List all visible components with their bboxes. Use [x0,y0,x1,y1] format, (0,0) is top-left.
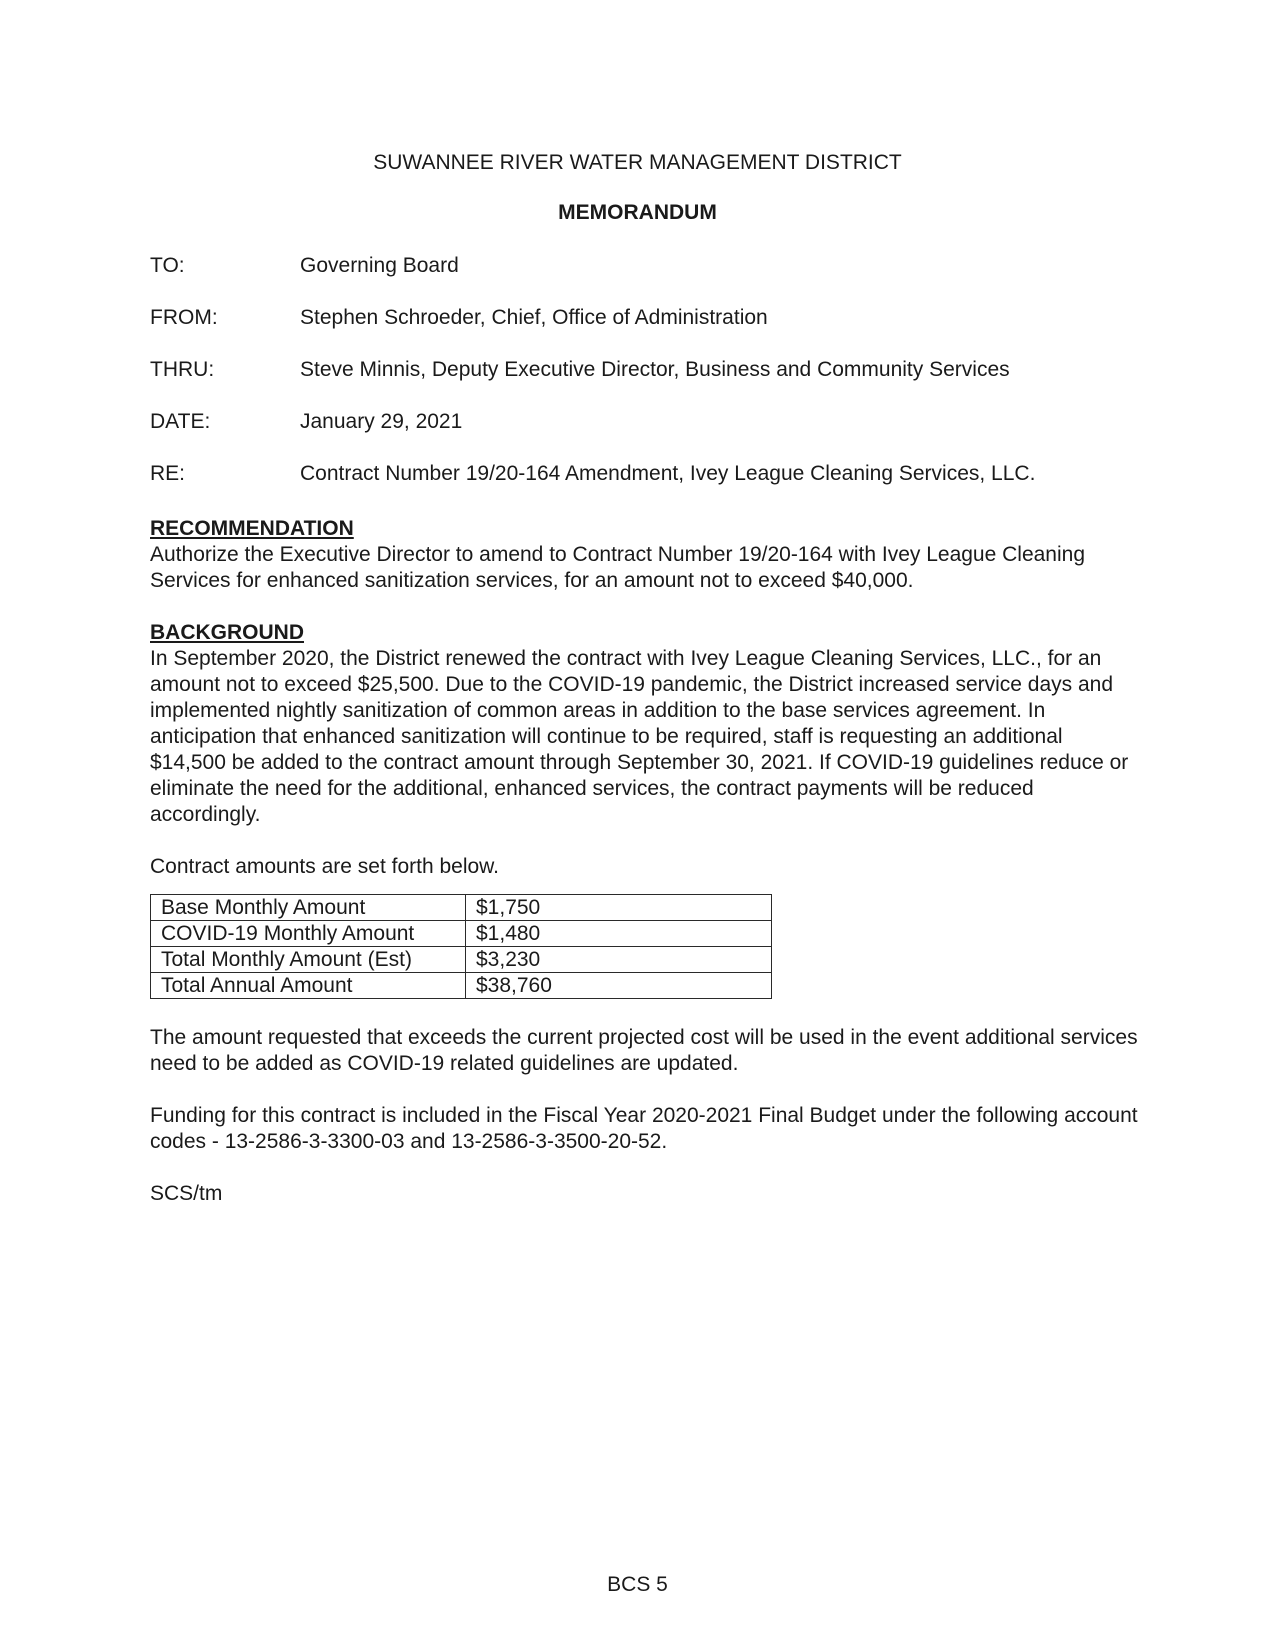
table-row [151,921,772,947]
recommendation-heading: RECOMMENDATION [150,517,354,540]
header-value-date: January 29, 2021 [300,410,463,433]
header-value-from: Stephen Schroeder, Chief, Office of Administration [300,306,768,329]
amount-label: Total Annual Amount [151,973,466,999]
header-value-to: Governing Board [300,254,459,277]
amount-value: $1,480 [466,921,772,947]
header-row-from [150,305,1150,357]
table-row [151,895,772,921]
recommendation-text: Authorize the Executive Director to amend to Contract Number 19/20-164 with Ivey League Cleaning Services for enhanced sanitization services, for an amount not to exceed $40,000. [150,543,1086,592]
header-value-re: Contract Number 19/20-164 Amendment, Ivey League Cleaning Services, LLC. [300,462,1036,485]
closing-paragraph-cost: The amount requested that exceeds the current projected cost will be used in the event additional services need to be added as COVID-19 related guidelines are updated. [150,1026,1138,1075]
page-footer: BCS 5 [607,1573,668,1596]
amount-value: $3,230 [466,947,772,973]
amount-label: Base Monthly Amount [151,895,466,921]
background-heading: BACKGROUND [150,621,304,644]
amount-label: COVID-19 Monthly Amount [151,921,466,947]
header-label-re: RE: [150,462,186,485]
closing-paragraph-funding: Funding for this contract is included in the Fiscal Year 2020-2021 Final Budget under the following account codes - 13-2586-3-3300-03 and 13-2586-3-3500-20-52. [150,1104,1138,1153]
organization-name: SUWANNEE RIVER WATER MANAGEMENT DISTRICT [373,151,902,174]
table-intro: Contract amounts are set forth below. [150,855,500,878]
header-label-from: FROM: [150,306,218,329]
header-value-thru: Steve Minnis, Deputy Executive Director, Business and Community Services [300,358,1010,381]
table-row [151,947,772,973]
table-row [151,973,772,999]
contract-amounts-table [150,894,772,999]
amount-value: $1,750 [466,895,772,921]
background-text: In September 2020, the District renewed the contract with Ivey League Cleaning Services, LLC., for an amount not to exceed $25,500. Due to the COVID-19 pandemic, the District increased service days and implemented nightly sanitization of common areas in addition to the base services agreement. In anticipation that enhanced sanitization will continue to be required, staff is requesting an additional $14,500 be added to the contract amount through September 30, 2021. If COVID-19 guidelines reduce or eliminate the need for the additional, enhanced services, the contract payments will be reduced accordingly. [150,647,1129,826]
amount-value: $38,760 [466,973,772,999]
author-initials: SCS/tm [150,1182,223,1205]
header-row-re [150,461,1150,513]
header-row-to [150,253,1150,305]
header-label-date: DATE: [150,410,211,433]
memo-header [150,253,1150,513]
header-row-thru [150,357,1150,409]
memo-body [150,516,1140,1207]
memo-title: MEMORANDUM [558,201,717,224]
header-label-thru: THRU: [150,358,215,381]
header-label-to: TO: [150,254,185,277]
header-row-date [150,409,1150,461]
amount-label: Total Monthly Amount (Est) [151,947,466,973]
